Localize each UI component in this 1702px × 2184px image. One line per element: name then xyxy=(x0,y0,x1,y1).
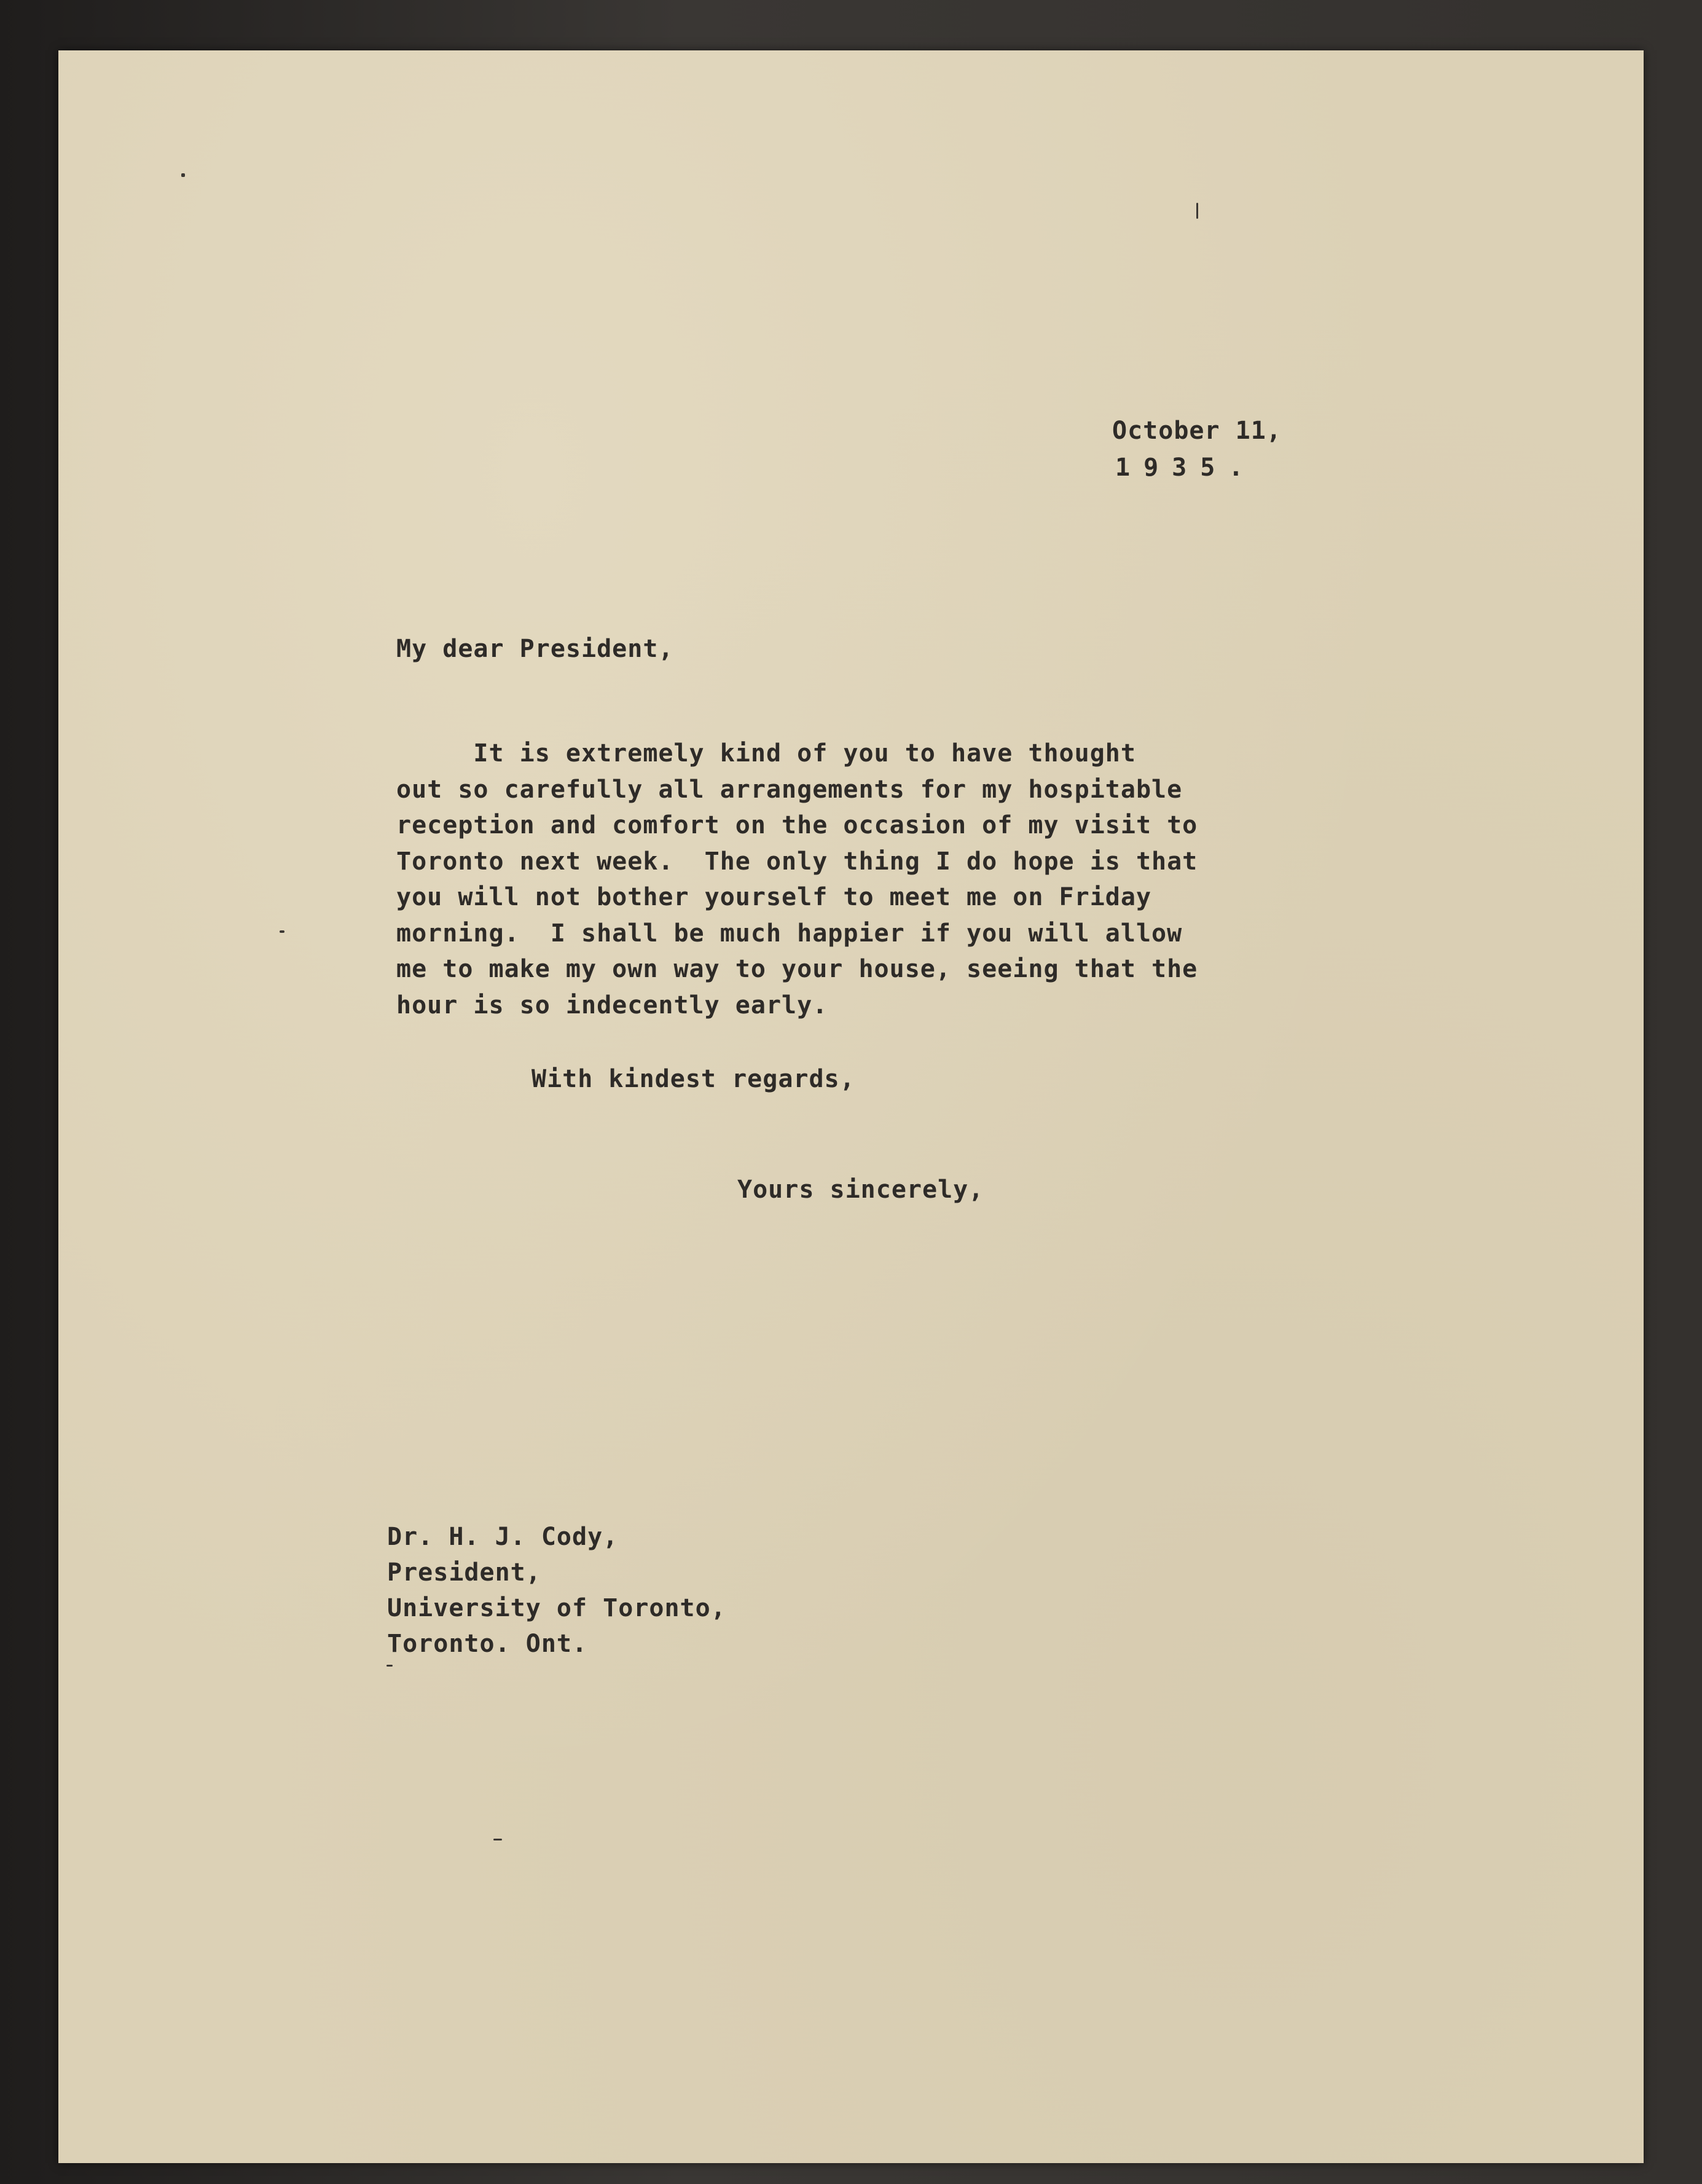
letter-body: It is extremely kind of you to have thought out so carefully all arrangements for my hospitable reception and comfort on the occasion of my visit to Toronto next week. The only thing I do hope is that you will not bother yourself to meet me on Friday morning. I shall be much happier if you will allow me to make my own way to your house, seeing that the hour is so indecently early. xyxy=(396,739,1198,1019)
paper-speck xyxy=(493,1839,502,1840)
letter-date: October 11, xyxy=(1112,417,1282,445)
paper-speck xyxy=(386,1665,393,1667)
closing-regards: With kindest regards, xyxy=(531,1065,855,1093)
complimentary-close: Yours sincerely, xyxy=(737,1176,984,1204)
paper-speck xyxy=(181,173,185,177)
letter-page xyxy=(58,50,1644,2163)
recipient-address: Dr. H. J. Cody, President, University of Toronto, Toronto. Ont. xyxy=(387,1523,726,1658)
paper-speck xyxy=(1196,203,1198,219)
paper-speck xyxy=(280,930,284,933)
salutation: My dear President, xyxy=(396,635,674,663)
letter-date-year: 1935. xyxy=(1115,454,1257,482)
